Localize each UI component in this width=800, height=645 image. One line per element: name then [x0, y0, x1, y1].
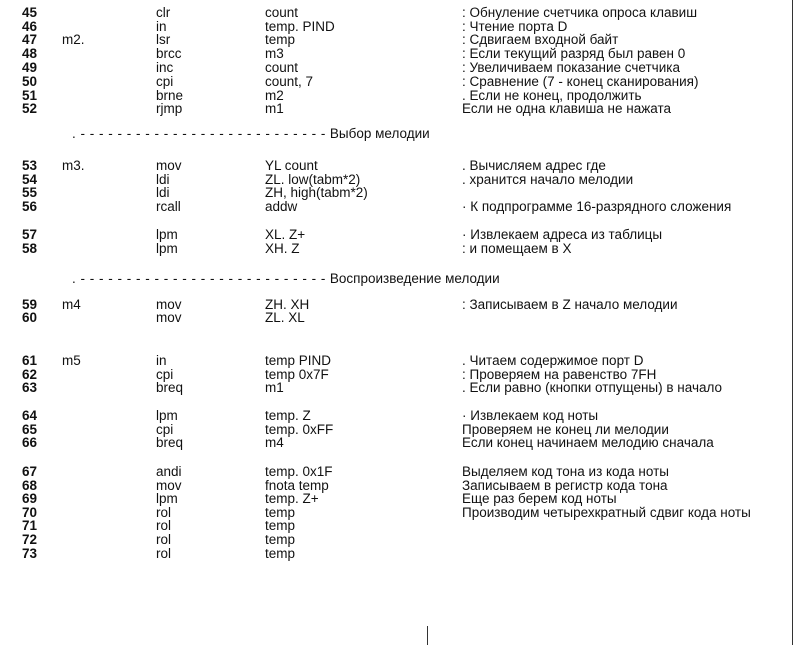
code-comment: . хранится начало мелодии [462, 172, 634, 187]
opcode: rol [156, 546, 172, 561]
operands: ZH, high(tabm*2) [265, 185, 368, 200]
code-comment: Выделяем код тона из кода ноты [462, 464, 669, 479]
opcode: lpm [156, 241, 178, 256]
line-number: 70 [22, 505, 38, 520]
code-line [0, 519, 800, 533]
opcode: lpm [156, 227, 178, 242]
operands: m4 [265, 435, 284, 450]
operands: temp. Z [265, 408, 311, 423]
operands: addw [265, 199, 298, 214]
code-line [0, 506, 800, 520]
code-comment: Если конец начинаем мелодию сначала [462, 435, 714, 450]
operands: temp [265, 518, 296, 533]
code-line [0, 479, 800, 493]
code-comment: : Сдвигаем входной байт [462, 32, 619, 47]
code-line [0, 159, 800, 173]
opcode: rcall [156, 199, 181, 214]
line-number: 48 [22, 46, 38, 61]
opcode: mov [156, 478, 182, 493]
code-line [0, 173, 800, 187]
code-line [0, 6, 800, 20]
code-line [0, 20, 800, 34]
opcode: lsr [156, 32, 171, 47]
line-number: 64 [22, 408, 38, 423]
operands: XH. Z [265, 241, 300, 256]
operands: ZL. low(tabm*2) [265, 172, 361, 187]
code-comment: : Записываем в Z начало мелодии [462, 297, 678, 312]
line-number: 71 [22, 518, 38, 533]
code-line [0, 381, 800, 395]
line-number: 65 [22, 422, 38, 437]
opcode: breq [156, 435, 184, 450]
line-number: 52 [22, 101, 38, 116]
code-comment: Записываем в регистр кода тона [462, 478, 668, 493]
operands: ZH. XH [265, 297, 310, 312]
code-line [0, 547, 800, 561]
line-number: 51 [22, 88, 38, 103]
line-number: 53 [22, 158, 38, 173]
bottom-divider-line [427, 626, 428, 645]
code-line [0, 89, 800, 103]
line-number: 46 [22, 19, 38, 34]
line-number: 67 [22, 464, 38, 479]
operands: temp PIND [265, 353, 332, 368]
opcode: rol [156, 505, 172, 520]
opcode: lpm [156, 491, 178, 506]
operands: m3 [265, 46, 284, 61]
code-label: m2. [62, 32, 85, 47]
line-number: 61 [22, 353, 38, 368]
section-title: Воспроизведение мелодии [329, 271, 500, 286]
opcode: cpi [156, 367, 174, 382]
opcode: clr [156, 5, 171, 20]
operands: YL count [265, 158, 318, 173]
line-number: 62 [22, 367, 38, 382]
opcode: mov [156, 297, 182, 312]
code-line [0, 311, 800, 325]
code-comment: : Увеличиваем показание счетчика [462, 60, 680, 75]
code-label: m3. [62, 158, 85, 173]
opcode: brcc [156, 46, 182, 61]
code-comment: · Извлекаем код ноты [462, 408, 599, 423]
code-comment: · К подпрограмме 16-разрядного сложения [462, 199, 732, 214]
line-number: 45 [22, 5, 38, 20]
operands: temp [265, 532, 296, 547]
code-comment: . Если равно (кнопки отпущены) в начало [462, 380, 723, 395]
code-comment: : Чтение порта D [462, 19, 568, 34]
code-line [0, 354, 800, 368]
line-number: 58 [22, 241, 38, 256]
operands: temp [265, 32, 296, 47]
code-line [0, 298, 800, 312]
line-number: 55 [22, 185, 38, 200]
code-line [0, 200, 800, 214]
line-number: 60 [22, 310, 38, 325]
section-separator [72, 126, 800, 142]
opcode: rol [156, 518, 172, 533]
code-comment: Еще раз берем код ноты [462, 491, 617, 506]
line-number: 63 [22, 380, 38, 395]
code-comment: Производим четырехкратный сдвиг кода ноты [462, 505, 751, 520]
opcode: andi [156, 464, 182, 479]
code-comment: . Если не конец, продолжить [462, 88, 642, 103]
opcode: in [156, 353, 167, 368]
opcode: brne [156, 88, 184, 103]
opcode: rol [156, 532, 172, 547]
code-comment: . Читаем содержимое порт D [462, 353, 644, 368]
operands: temp. 0x1F [265, 464, 333, 479]
code-line [0, 33, 800, 47]
opcode: in [156, 19, 167, 34]
code-comment: : Сравнение (7 - конец сканирования) [462, 74, 699, 89]
operands: temp [265, 546, 296, 561]
line-number: 68 [22, 478, 38, 493]
section-separator [72, 271, 800, 287]
code-line [0, 102, 800, 116]
line-number: 50 [22, 74, 38, 89]
separator-dashes: . - - - - - - - - - - - - - - - - - - - - - - - - - - - [72, 126, 326, 141]
code-line [0, 436, 800, 450]
code-line [0, 61, 800, 75]
code-comment: : Проверяем на равенство 7FH [462, 367, 657, 382]
opcode: lpm [156, 408, 178, 423]
operands: XL. Z+ [265, 227, 306, 242]
line-number: 54 [22, 172, 38, 187]
opcode: mov [156, 310, 182, 325]
operands: temp. 0xFF [265, 422, 334, 437]
opcode: ldi [156, 185, 170, 200]
opcode: inc [156, 60, 174, 75]
operands: temp [265, 505, 296, 520]
operands: temp 0x7F [265, 367, 329, 382]
code-line [0, 228, 800, 242]
separator-dashes: . - - - - - - - - - - - - - - - - - - - - - - - - - - - [72, 271, 326, 286]
section-title: Выбор мелодии [329, 126, 430, 141]
operands: count [265, 5, 299, 20]
operands: count [265, 60, 299, 75]
code-comment: · Извлекаем адреса из таблицы [462, 227, 663, 242]
code-comment: : Обнуление счетчика опроса клавиш [462, 5, 698, 20]
operands: m1 [265, 101, 284, 116]
code-line [0, 75, 800, 89]
operands: m2 [265, 88, 284, 103]
line-number: 69 [22, 491, 38, 506]
code-comment: Если не одна клавиша не нажата [462, 101, 671, 116]
opcode: ldi [156, 172, 170, 187]
line-number: 66 [22, 435, 38, 450]
code-line [0, 492, 800, 506]
line-number: 72 [22, 532, 38, 547]
operands: temp. Z+ [265, 491, 319, 506]
code-line [0, 242, 800, 256]
line-number: 49 [22, 60, 38, 75]
code-comment: : Если текущий разряд был равен 0 [462, 46, 686, 61]
line-number: 47 [22, 32, 38, 47]
opcode: rjmp [156, 101, 183, 116]
code-label: m5 [62, 353, 81, 368]
code-line [0, 186, 800, 200]
operands: temp. PIND [265, 19, 335, 34]
code-comment: . Вычисляем адрес где [462, 158, 606, 173]
operands: ZL. XL [265, 310, 305, 325]
line-number: 59 [22, 297, 38, 312]
code-line [0, 47, 800, 61]
opcode: cpi [156, 422, 174, 437]
operands: count, 7 [265, 74, 314, 89]
opcode: cpi [156, 74, 174, 89]
operands: m1 [265, 380, 284, 395]
opcode: breq [156, 380, 184, 395]
code-line [0, 409, 800, 423]
line-number: 57 [22, 227, 38, 242]
code-comment: Проверяем не конец ли мелодии [462, 422, 669, 437]
line-number: 73 [22, 546, 38, 561]
code-line [0, 465, 800, 479]
operands: fnota temp [265, 478, 329, 493]
code-line [0, 533, 800, 547]
opcode: mov [156, 158, 182, 173]
code-comment: : и помещаем в X [462, 241, 572, 256]
line-number: 56 [22, 199, 38, 214]
code-label: m4 [62, 297, 81, 312]
